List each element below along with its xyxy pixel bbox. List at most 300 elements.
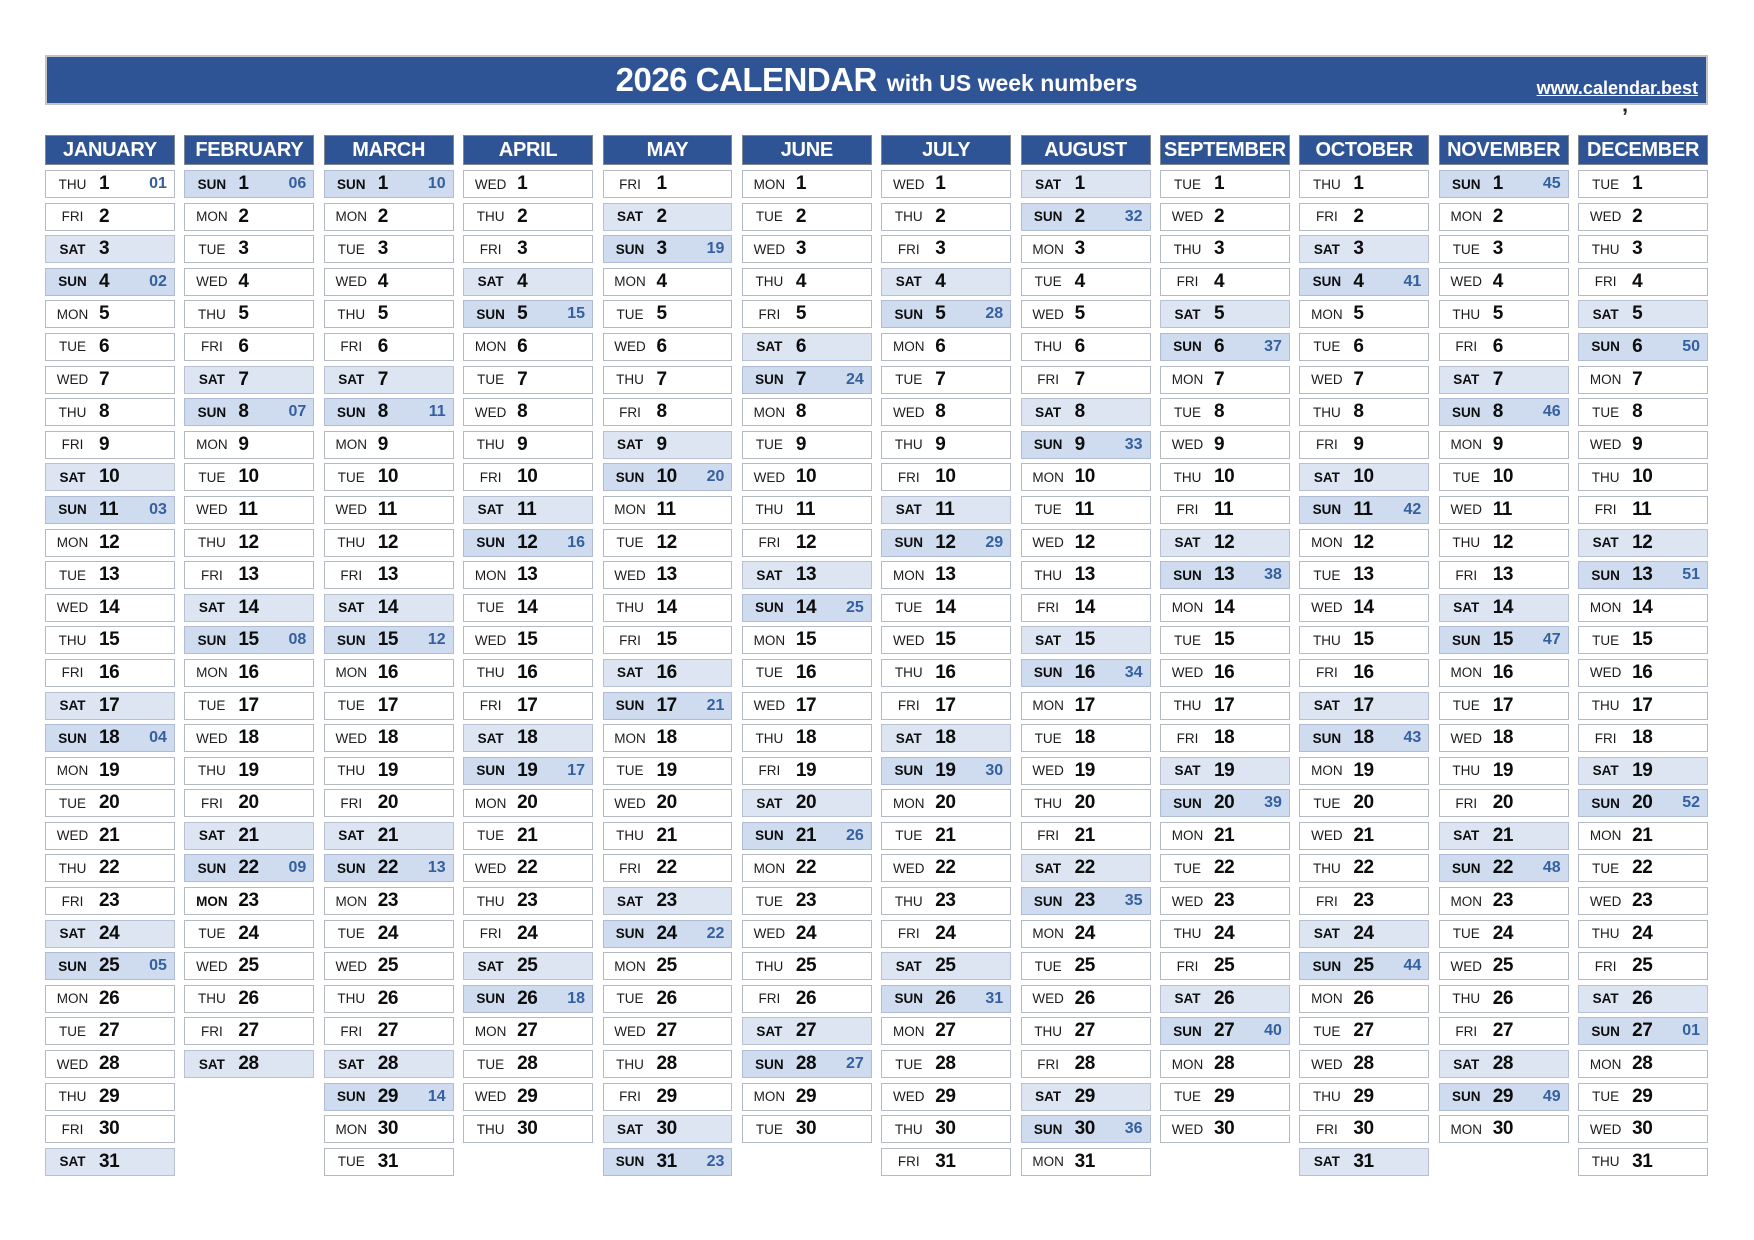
month-june [742, 135, 872, 1180]
day-row [881, 626, 1011, 654]
day-number: 23 [517, 890, 538, 912]
day-number: 14 [1492, 596, 1513, 618]
weekday-label: SUN [1033, 209, 1063, 225]
month-december [1578, 135, 1708, 1180]
day-row [1578, 431, 1708, 459]
day-row [742, 887, 872, 915]
day-row [1578, 626, 1708, 654]
weekday-label: SUN [476, 306, 505, 322]
day-number: 12 [1632, 531, 1653, 553]
weekday-label: FRI [758, 535, 781, 551]
day-number: 24 [517, 922, 538, 944]
day-number: 14 [1632, 596, 1653, 618]
day-number: 7 [1632, 368, 1643, 390]
weekday-label: FRI [1316, 665, 1338, 681]
weekday-label: FRI [1176, 730, 1199, 746]
day-row [1578, 1083, 1708, 1111]
weekday-label: WED [1589, 209, 1622, 225]
weekday-label: FRI [1316, 1121, 1338, 1137]
day-row [324, 398, 454, 426]
day-number: 21 [935, 824, 956, 846]
day-row [881, 235, 1011, 263]
day-row [742, 1017, 872, 1045]
day-row [1021, 594, 1151, 622]
day-number: 14 [1353, 596, 1374, 618]
day-number: 25 [238, 955, 259, 977]
day-row [1299, 692, 1429, 720]
weekday-label: MON [56, 763, 89, 779]
day-number: 11 [795, 498, 815, 520]
day-row [1160, 594, 1290, 622]
weekday-label: TUE [1034, 502, 1062, 518]
weekday-label: SUN [1451, 404, 1481, 420]
day-number: 18 [1353, 727, 1374, 749]
day-row [742, 235, 872, 263]
week-number: 07 [288, 403, 307, 421]
weekday-label: TUE [337, 241, 365, 257]
day-row [603, 985, 733, 1013]
day-row [1439, 529, 1569, 557]
weekday-label: SUN [1312, 958, 1342, 974]
day-number: 14 [238, 596, 259, 618]
weekday-label: THU [198, 763, 226, 779]
week-number: 13 [427, 859, 446, 877]
day-row [1439, 1083, 1569, 1111]
day-row [603, 463, 733, 491]
day-number: 14 [1074, 596, 1095, 618]
weekday-label: THU [198, 535, 226, 551]
day-row [1439, 1017, 1569, 1045]
day-row [1299, 1083, 1429, 1111]
weekday-label: WED [474, 1089, 507, 1105]
day-number: 11 [656, 498, 676, 520]
weekday-label: THU [198, 306, 226, 322]
day-number: 20 [1353, 792, 1374, 814]
day-row [463, 1115, 593, 1143]
day-number: 2 [1214, 205, 1225, 227]
day-number: 3 [656, 238, 667, 260]
day-number: 4 [795, 270, 806, 292]
day-number: 17 [1074, 694, 1095, 716]
day-number: 12 [1353, 531, 1374, 553]
day-number: 3 [1214, 238, 1225, 260]
week-number: 28 [985, 305, 1004, 323]
day-number: 23 [1353, 890, 1374, 912]
day-row [1299, 1017, 1429, 1045]
weekday-label: WED [1589, 893, 1622, 909]
weekday-label: THU [1034, 339, 1062, 355]
weekday-label: THU [476, 437, 505, 453]
day-number: 18 [1214, 727, 1235, 749]
weekday-label: FRI [340, 1023, 363, 1039]
day-row [45, 789, 175, 817]
day-row [603, 300, 733, 328]
weekday-label: MON [1589, 1056, 1622, 1072]
day-row [45, 268, 175, 296]
day-row [1439, 659, 1569, 687]
day-row [603, 398, 733, 426]
day-number: 9 [517, 433, 528, 455]
weekday-label: TUE [1313, 339, 1341, 355]
weekday-label: SUN [1451, 632, 1481, 648]
weekday-label: THU [337, 763, 366, 779]
day-number: 16 [1353, 661, 1374, 683]
weekday-label: MON [1450, 893, 1482, 909]
day-row [1021, 757, 1151, 785]
day-number: 15 [238, 629, 259, 651]
day-number: 30 [1074, 1118, 1095, 1140]
day-number: 20 [1214, 792, 1235, 814]
day-number: 2 [1492, 205, 1503, 227]
day-number: 16 [1632, 661, 1653, 683]
weekday-label: TUE [755, 1121, 783, 1137]
day-row [603, 692, 733, 720]
day-number: 27 [935, 1020, 956, 1042]
day-row [1439, 789, 1569, 817]
weekday-label: THU [755, 730, 784, 746]
day-row [45, 1017, 175, 1045]
day-number: 12 [238, 531, 259, 553]
weekday-label: FRI [619, 176, 641, 192]
day-number: 8 [377, 401, 388, 423]
day-number: 9 [656, 433, 667, 455]
month-header: JANUARY [45, 135, 175, 165]
day-number: 11 [1214, 498, 1234, 520]
day-number: 20 [935, 792, 956, 814]
weekday-label: THU [58, 404, 87, 420]
day-row [184, 431, 314, 459]
weekday-label: MON [196, 209, 228, 225]
weekday-label: MON [474, 339, 507, 355]
weekday-label: SAT [756, 795, 783, 811]
day-row [603, 724, 733, 752]
weekday-label: MON [196, 893, 228, 909]
day-number: 31 [1632, 1150, 1653, 1172]
day-number: 18 [238, 727, 259, 749]
day-number: 26 [99, 987, 120, 1009]
weekday-label: SAT [59, 698, 86, 713]
weekday-label: WED [893, 860, 925, 876]
weekday-label: FRI [1316, 437, 1338, 453]
week-number: 25 [845, 598, 864, 616]
weekday-label: MON [614, 274, 646, 290]
day-row [881, 561, 1011, 589]
weekday-label: SAT [617, 893, 643, 909]
weekday-label: SUN [336, 404, 366, 420]
day-row [463, 333, 593, 361]
day-row [881, 333, 1011, 361]
day-number: 13 [1632, 564, 1653, 586]
day-row [1578, 333, 1708, 361]
day-number: 6 [656, 335, 667, 357]
weekday-label: WED [196, 274, 228, 290]
weekday-label: THU [755, 958, 784, 974]
day-number: 19 [238, 759, 259, 781]
day-number: 2 [795, 205, 806, 227]
day-row [1021, 1017, 1151, 1045]
day-row [1578, 822, 1708, 850]
day-number: 7 [1353, 368, 1364, 390]
week-number: 43 [1403, 729, 1422, 747]
weekday-label: SUN [615, 241, 645, 257]
day-number: 29 [1353, 1085, 1374, 1107]
day-number: 7 [935, 368, 946, 390]
day-number: 6 [795, 335, 806, 357]
day-row [1299, 626, 1429, 654]
day-row [1578, 1115, 1708, 1143]
weekday-label: SAT [1592, 535, 1619, 551]
weekday-label: THU [1591, 698, 1620, 713]
day-number: 13 [1353, 564, 1374, 586]
day-row [45, 626, 175, 654]
day-row [1021, 1083, 1151, 1111]
week-number: 44 [1403, 957, 1422, 975]
day-number: 12 [1074, 531, 1095, 553]
day-row [45, 463, 175, 491]
weekday-label: SUN [755, 1056, 784, 1072]
weekday-label: TUE [337, 926, 365, 942]
weekday-label: SUN [894, 763, 923, 779]
day-row [1439, 692, 1569, 720]
day-number: 17 [1353, 694, 1374, 716]
day-row [1439, 757, 1569, 785]
day-row [1021, 235, 1151, 263]
day-number: 13 [1492, 564, 1513, 586]
weekday-label: TUE [59, 339, 86, 355]
weekday-label: FRI [1176, 502, 1199, 518]
day-number: 29 [1074, 1085, 1095, 1107]
day-row [1578, 952, 1708, 980]
day-number: 8 [1492, 401, 1503, 423]
weekday-label: FRI [619, 404, 641, 420]
day-number: 29 [1214, 1085, 1235, 1107]
day-number: 9 [238, 433, 249, 455]
weekday-label: SAT [198, 372, 225, 388]
weekday-label: TUE [1174, 860, 1201, 876]
weekday-label: WED [1032, 763, 1064, 779]
weekday-label: WED [1311, 372, 1343, 388]
day-number: 11 [1074, 498, 1094, 520]
weekday-label: TUE [1313, 567, 1341, 583]
day-row [1021, 463, 1151, 491]
day-row [324, 268, 454, 296]
day-number: 19 [1353, 759, 1374, 781]
day-row [1299, 203, 1429, 231]
day-number: 10 [656, 466, 677, 488]
weekday-label: SAT [477, 958, 504, 974]
day-row [1021, 659, 1151, 687]
day-row [324, 529, 454, 557]
day-number: 4 [1492, 270, 1503, 292]
day-number: 23 [377, 890, 398, 912]
weekday-label: FRI [897, 1154, 920, 1170]
day-row [1578, 496, 1708, 524]
day-number: 19 [1074, 759, 1095, 781]
weekday-label: FRI [479, 241, 502, 257]
day-number: 23 [1074, 890, 1095, 912]
day-number: 7 [656, 368, 667, 390]
day-number: 26 [517, 987, 538, 1009]
weekday-label: SAT [59, 1154, 86, 1170]
day-number: 1 [517, 173, 528, 194]
day-number: 22 [517, 857, 538, 879]
day-row [184, 1050, 314, 1078]
weekday-label: SUN [336, 1089, 366, 1105]
day-row [1021, 496, 1151, 524]
day-row [324, 724, 454, 752]
weekday-label: SUN [476, 535, 505, 551]
weekday-label: MON [474, 795, 507, 811]
day-number: 3 [1353, 238, 1364, 260]
day-number: 10 [517, 466, 538, 488]
day-number: 7 [1214, 368, 1225, 390]
day-row [184, 203, 314, 231]
day-number: 21 [238, 824, 259, 846]
weekday-label: TUE [1313, 795, 1341, 811]
month-header: JULY [881, 135, 1011, 165]
day-number: 18 [1632, 727, 1653, 749]
day-row [184, 626, 314, 654]
day-row [324, 333, 454, 361]
weekday-label: THU [755, 502, 784, 518]
weekday-label: THU [1313, 860, 1341, 876]
day-row [45, 659, 175, 687]
day-row [881, 952, 1011, 980]
weekday-label: FRI [1176, 274, 1199, 290]
day-number: 20 [377, 792, 398, 814]
day-row [463, 757, 593, 785]
weekday-label: WED [1032, 991, 1064, 1007]
day-number: 22 [377, 857, 398, 879]
day-number: 1 [935, 173, 946, 194]
weekday-label: WED [1450, 730, 1482, 746]
day-row [1160, 1050, 1290, 1078]
day-number: 28 [935, 1053, 956, 1075]
weekday-label: TUE [1452, 241, 1480, 257]
weekday-label: WED [753, 469, 786, 485]
weekday-label: SAT [198, 600, 225, 616]
day-number: 11 [377, 498, 397, 520]
weekday-label: FRI [1594, 502, 1617, 518]
day-number: 17 [1492, 694, 1513, 716]
day-number: 11 [935, 498, 955, 520]
day-number: 12 [377, 531, 398, 553]
weekday-label: SAT [1313, 1154, 1340, 1170]
weekday-label: THU [1452, 991, 1481, 1007]
weekday-label: SAT [895, 958, 922, 974]
weekday-label: MON [614, 502, 646, 518]
day-row [742, 1115, 872, 1143]
day-number: 16 [935, 661, 956, 683]
week-number: 18 [567, 989, 585, 1007]
week-number: 22 [706, 924, 725, 942]
day-row [742, 529, 872, 557]
weekday-label: WED [1032, 535, 1064, 551]
day-row [742, 300, 872, 328]
week-number: 41 [1403, 272, 1422, 290]
weekday-label: MON [1450, 437, 1482, 453]
weekday-label: FRI [897, 469, 920, 485]
day-row [324, 203, 454, 231]
weekday-label: MON [1589, 828, 1622, 844]
day-row [1299, 1050, 1429, 1078]
day-number: 8 [935, 401, 946, 423]
weekday-label: SUN [894, 535, 923, 551]
day-number: 1 [377, 173, 388, 194]
day-row [1021, 1050, 1151, 1078]
day-row [742, 757, 872, 785]
day-number: 30 [795, 1118, 817, 1140]
weekday-label: WED [335, 502, 367, 518]
week-number: 05 [149, 957, 167, 975]
weekday-label: TUE [1452, 926, 1480, 942]
day-row [45, 300, 175, 328]
weekday-label: SAT [1453, 372, 1480, 388]
day-number: 18 [656, 727, 677, 749]
day-number: 16 [1214, 661, 1235, 683]
day-number: 15 [656, 629, 677, 651]
day-number: 28 [99, 1053, 120, 1075]
day-number: 6 [238, 335, 249, 357]
day-number: 20 [238, 792, 259, 814]
website-link[interactable]: www.calendar.best [1536, 78, 1698, 98]
day-number: 28 [1632, 1053, 1653, 1075]
weekday-label: WED [474, 632, 507, 648]
day-row [463, 724, 593, 752]
day-row [184, 1017, 314, 1045]
day-number: 5 [795, 303, 806, 325]
day-number: 22 [1353, 857, 1374, 879]
day-number: 10 [1632, 466, 1653, 488]
week-number: 32 [1124, 207, 1143, 225]
weekday-label: TUE [616, 535, 644, 551]
day-number: 30 [1492, 1118, 1513, 1140]
day-row [45, 529, 175, 557]
month-august [1021, 135, 1151, 1180]
weekday-label: FRI [619, 1089, 641, 1105]
day-row [1439, 496, 1569, 524]
day-row [1299, 594, 1429, 622]
day-number: 6 [1214, 335, 1225, 357]
weekday-label: WED [893, 632, 925, 648]
week-number: 52 [1682, 794, 1700, 812]
weekday-label: THU [894, 893, 923, 909]
weekday-label: THU [58, 176, 87, 192]
day-number: 21 [517, 824, 538, 846]
day-row [1439, 822, 1569, 850]
day-number: 17 [377, 694, 398, 716]
day-number: 6 [1492, 335, 1503, 357]
day-number: 30 [1353, 1118, 1374, 1140]
weekday-label: MON [335, 209, 367, 225]
day-number: 31 [1353, 1150, 1374, 1172]
day-row [45, 366, 175, 394]
week-number: 02 [149, 272, 167, 290]
weekday-label: TUE [755, 209, 783, 225]
day-number: 16 [377, 661, 398, 683]
weekday-label: FRI [758, 306, 781, 322]
day-row [1021, 366, 1151, 394]
day-number: 17 [517, 694, 538, 716]
day-row [1021, 561, 1151, 589]
weekday-label: WED [1589, 1121, 1622, 1137]
day-row [1160, 887, 1290, 915]
week-number: 06 [288, 175, 307, 192]
day-row [184, 496, 314, 524]
day-row [603, 887, 733, 915]
day-number: 7 [377, 368, 388, 390]
weekday-label: WED [1589, 665, 1622, 681]
